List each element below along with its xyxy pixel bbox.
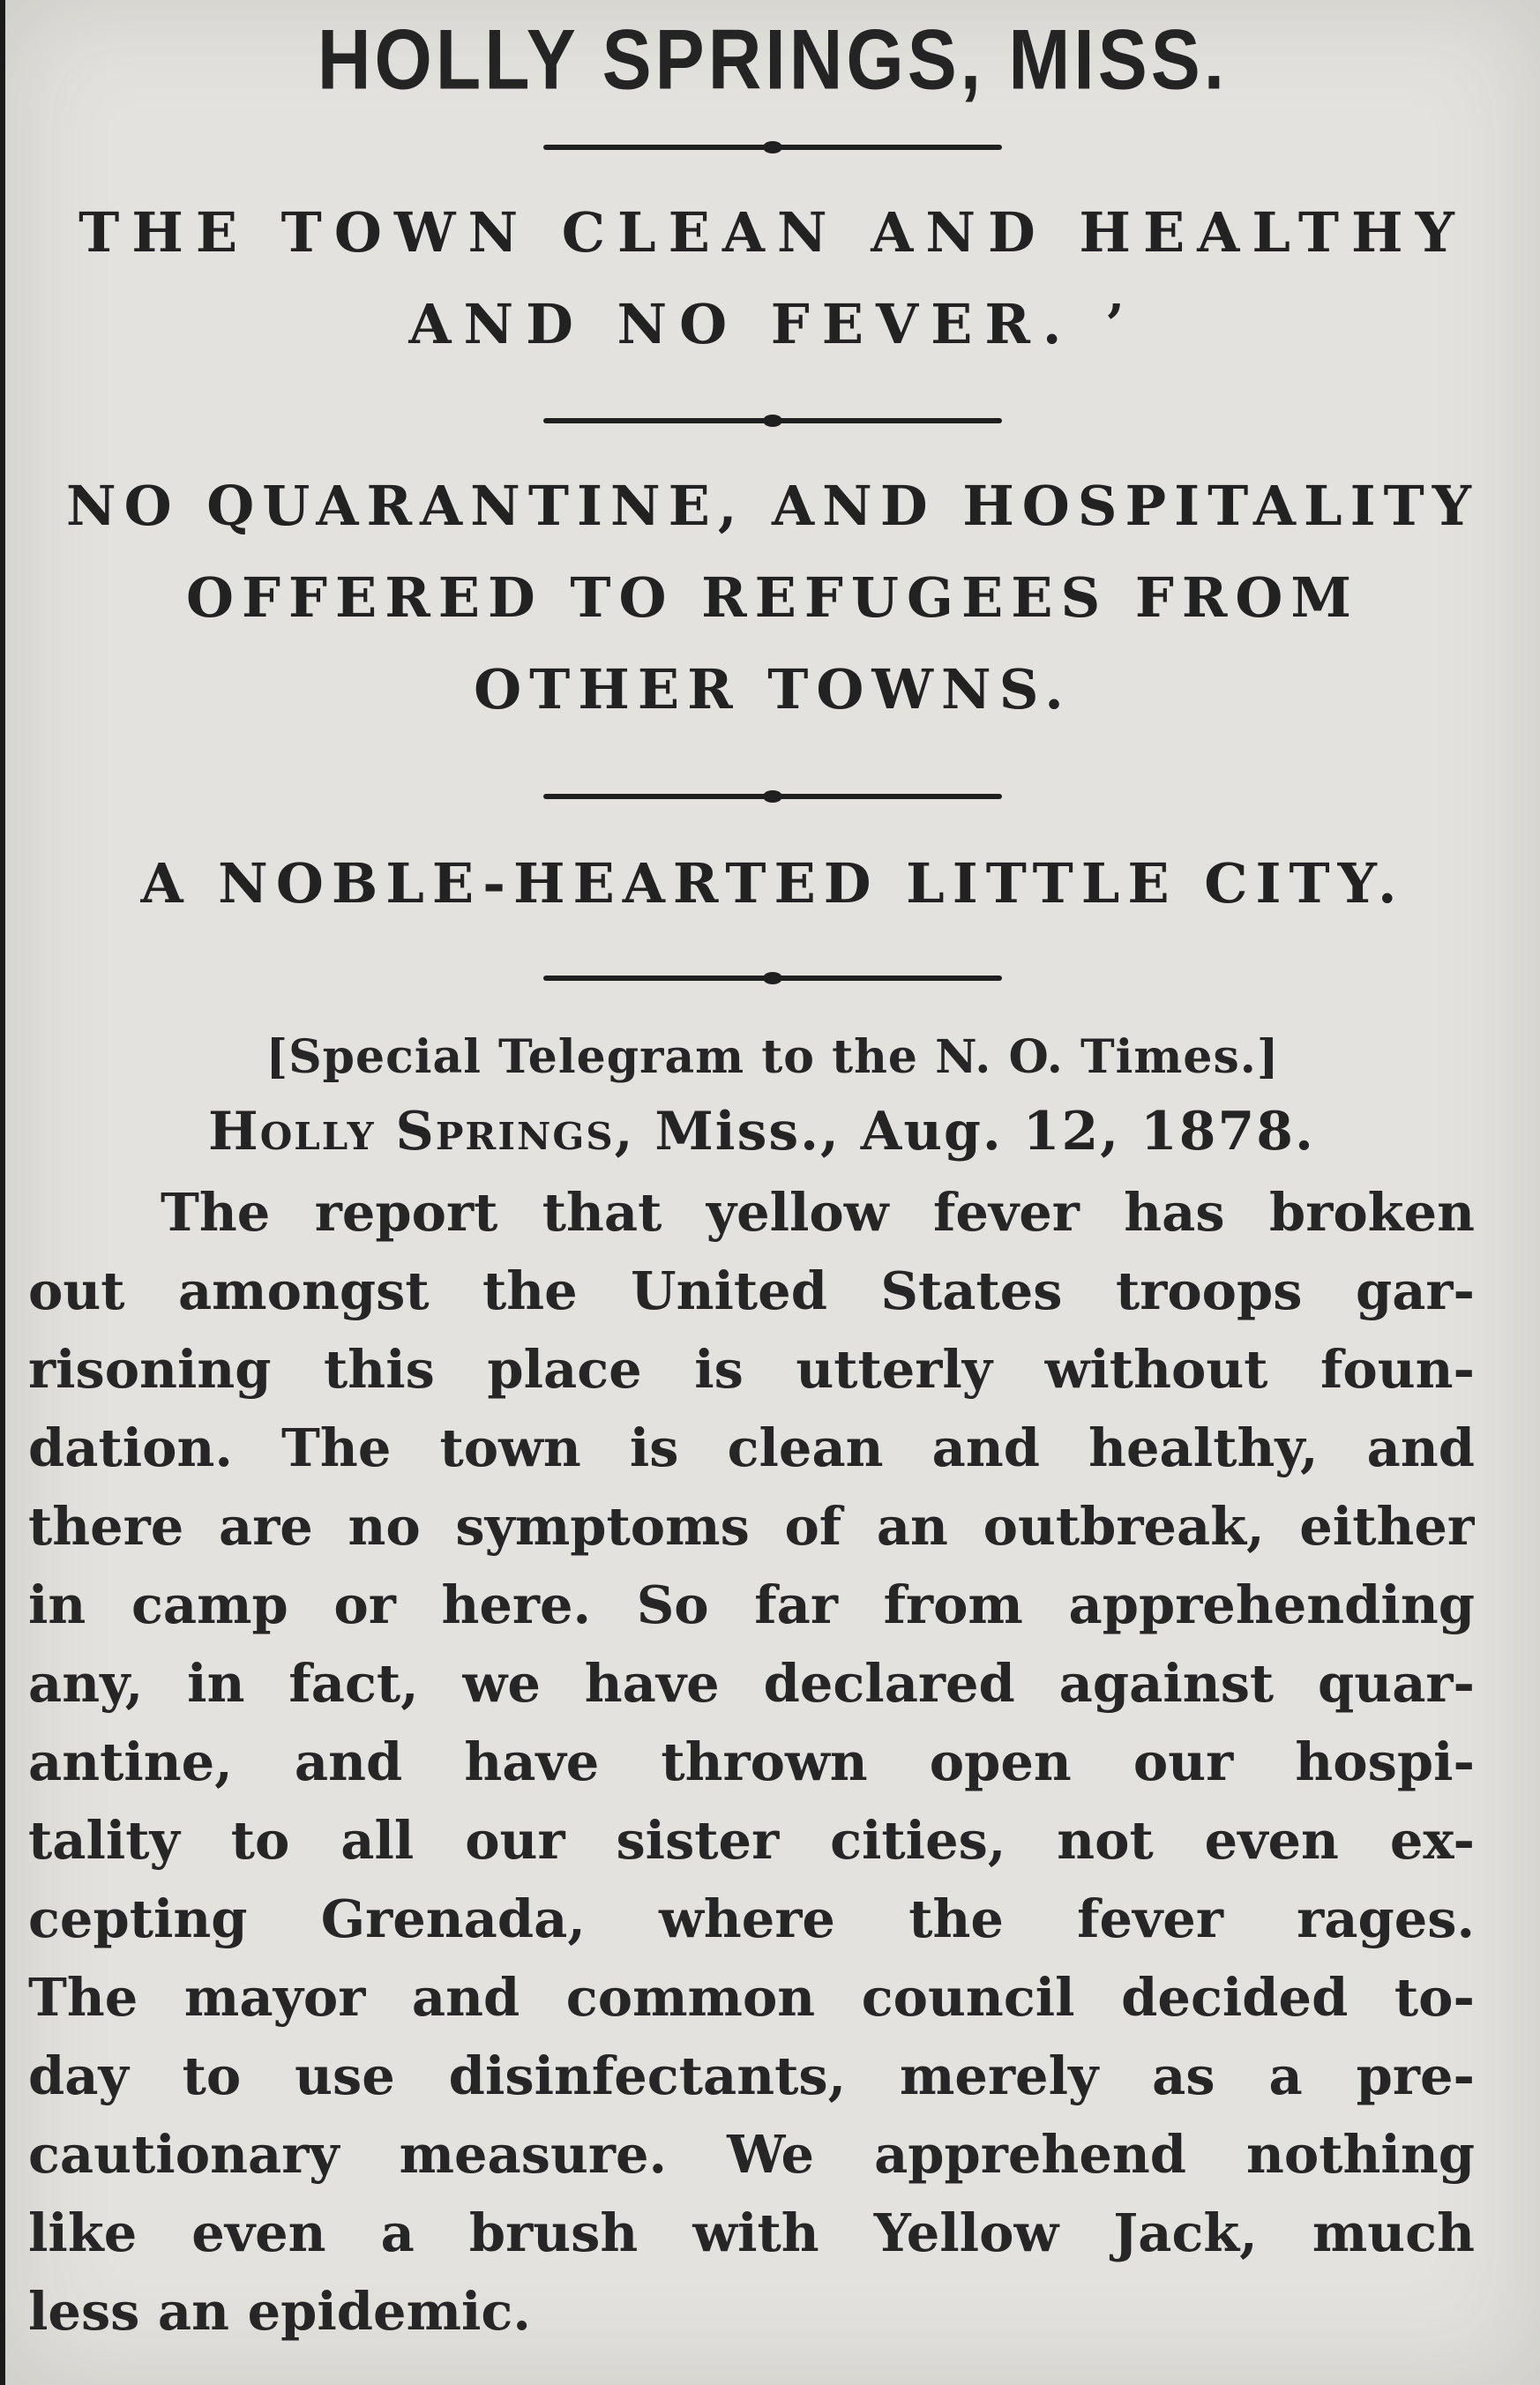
rule-1 xyxy=(543,145,1002,150)
body-line: any, in fact, we have declared against quar- xyxy=(28,1653,1475,1714)
newspaper-clipping xyxy=(5,0,1540,2385)
rule-2 xyxy=(543,418,1002,423)
body-line: antine, and have thrown open our hospi- xyxy=(28,1731,1475,1792)
body-line: The mayor and common council decided to- xyxy=(28,1967,1475,2028)
dateline-place: Holly Springs xyxy=(208,1101,615,1163)
dateline xyxy=(208,1101,1315,1163)
special-telegram-credit: [Special Telegram to the N. O. Times.] xyxy=(265,1030,1280,1084)
body-line: tality to all our sister cities, not even ex- xyxy=(28,1810,1475,1871)
body-line: out amongst the United States troops gar- xyxy=(28,1260,1475,1321)
deck-1 xyxy=(41,187,1505,370)
rule-3 xyxy=(543,794,1002,799)
body-line: like even a brush with Yellow Jack, much xyxy=(28,2202,1475,2263)
deck-2 xyxy=(41,460,1505,736)
rule-4 xyxy=(543,976,1002,981)
body-line: cepting Grenada, where the fever rages. xyxy=(28,1888,1475,1949)
deck-1-line-2: AND NO FEVER. ’ xyxy=(408,292,1137,356)
body-line: day to use disinfectants, merely as a pre- xyxy=(28,2045,1475,2106)
body-line: there are no symptoms of an outbreak, either xyxy=(28,1496,1475,1557)
body-line: dation. The town is clean and healthy, and xyxy=(28,1417,1475,1478)
deck-3 xyxy=(41,838,1505,930)
deck-1-line-1: THE TOWN CLEAN AND HEALTHY xyxy=(78,200,1467,265)
deck-2-line-3: OTHER TOWNS. xyxy=(474,657,1072,721)
body-line: cautionary measure. We apprehend nothing xyxy=(28,2124,1475,2185)
masthead: HOLLY SPRINGS, MISS. xyxy=(317,11,1229,108)
body-line: in camp or here. So far from apprehending xyxy=(28,1574,1475,1635)
deck-2-line-1: NO QUARANTINE, AND HOSPITALITY xyxy=(65,474,1480,538)
deck-2-line-2: OFFERED TO REFUGEES FROM xyxy=(185,565,1360,630)
article-body xyxy=(28,1173,1475,2351)
body-line: The report that yellow fever has broken xyxy=(161,1182,1475,1243)
dateline-rest: , Miss., Aug. 12, 1878. xyxy=(614,1101,1315,1163)
body-line: less an epidemic. xyxy=(28,2281,531,2342)
deck-3-line-1: A NOBLE-HEARTED LITTLE CITY. xyxy=(140,851,1405,916)
body-line: risoning this place is utterly without foun- xyxy=(28,1339,1475,1400)
